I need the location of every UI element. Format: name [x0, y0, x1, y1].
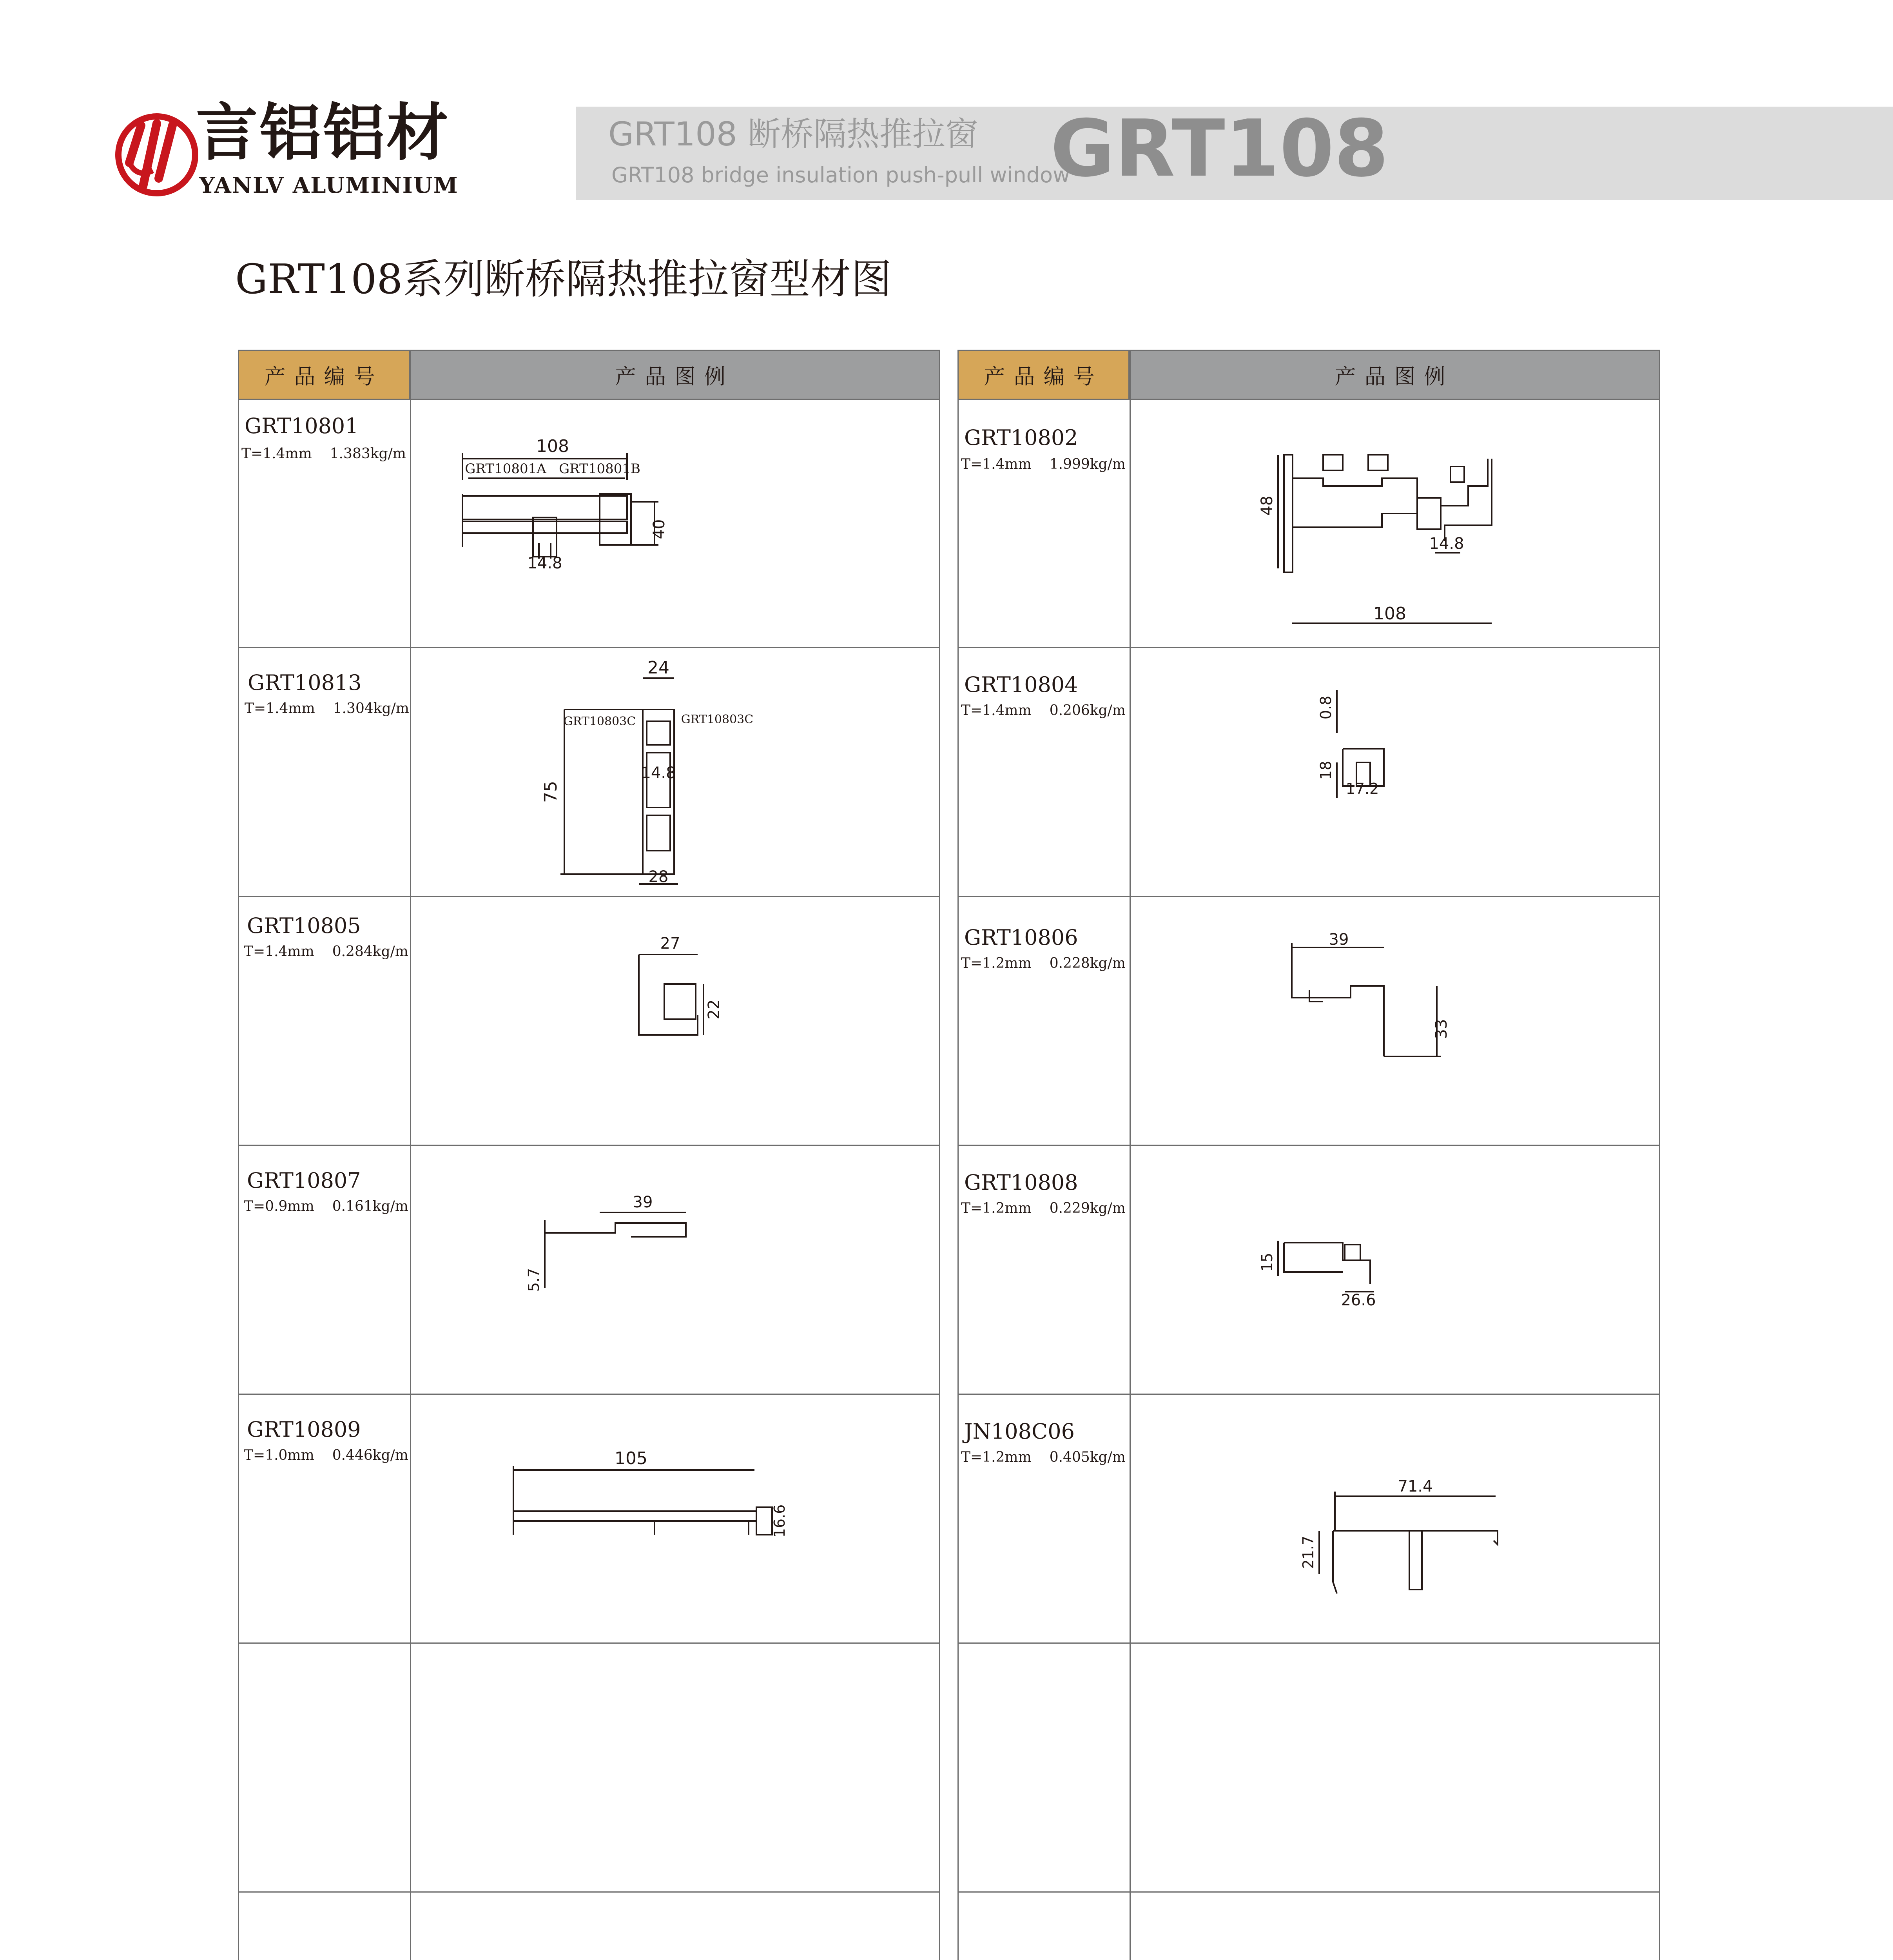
- row-divider: [239, 1145, 939, 1146]
- profile-drawing-jn108c06: [1300, 1476, 1527, 1597]
- sub-part-label: GRT10801B: [559, 461, 640, 477]
- profile-drawing-grt10808: [1258, 1233, 1417, 1327]
- row-divider: [239, 647, 939, 648]
- product-code: GRT10809: [247, 1417, 361, 1442]
- series-code: GRT108: [1050, 103, 1389, 194]
- product-code: JN108C06: [964, 1419, 1075, 1444]
- product-code: GRT10801: [245, 414, 359, 438]
- product-code: GRT10806: [964, 925, 1078, 950]
- sub-part-label: GRT10803C: [681, 713, 754, 726]
- product-code: GRT10808: [964, 1170, 1078, 1195]
- dimension-label: 108: [1373, 604, 1406, 624]
- dimension-label: 40: [650, 519, 668, 539]
- row-divider: [959, 1642, 1659, 1644]
- dimension-label: 5.7: [525, 1268, 542, 1292]
- product-spec: T=1.4mm 0.284kg/m: [244, 944, 408, 960]
- row-divider: [959, 1394, 1659, 1395]
- profile-drawing-grt10806: [1288, 931, 1452, 1056]
- row-divider: [239, 399, 939, 400]
- dimension-label: 17.2: [1345, 780, 1379, 797]
- profile-drawing-grt10805: [631, 937, 733, 1054]
- dimension-label: 14.8: [527, 554, 562, 572]
- dimension-label: 105: [615, 1448, 647, 1468]
- row-divider: [959, 1891, 1659, 1893]
- product-code: GRT10805: [247, 913, 361, 938]
- dimension-label: 22: [705, 999, 723, 1020]
- series-title-en: GRT108 bridge insulation push-pull window: [611, 163, 1070, 187]
- dimension-label: 16.6: [771, 1504, 788, 1538]
- profile-drawing-grt10802: [1233, 439, 1531, 623]
- product-code: GRT10807: [247, 1168, 361, 1193]
- row-divider: [959, 1145, 1659, 1146]
- row-divider: [959, 896, 1659, 897]
- brand-name-en: YANLV ALUMINIUM: [199, 172, 459, 198]
- row-divider: [239, 896, 939, 897]
- dimension-label: 14.8: [641, 764, 676, 782]
- column-divider: [410, 351, 411, 1960]
- product-spec: T=1.4mm 1.304kg/m: [245, 701, 409, 717]
- dimension-label: 0.8: [1317, 695, 1335, 720]
- profile-drawing-grt10809: [513, 1448, 796, 1550]
- product-spec: T=1.2mm 0.229kg/m: [961, 1200, 1126, 1216]
- sub-part-label: GRT10803C: [563, 715, 636, 728]
- dimension-label: 26.6: [1341, 1291, 1376, 1309]
- profile-drawing-grt10801: [465, 429, 670, 633]
- page-title: GRT108系列断桥隔热推拉窗型材图: [235, 255, 892, 303]
- dimension-label: 15: [1258, 1252, 1276, 1272]
- product-code: GRT10804: [964, 672, 1078, 697]
- dimension-label: 39: [633, 1193, 653, 1211]
- sub-part-label: GRT10801A: [465, 461, 546, 477]
- dimension-label: 14.8: [1429, 535, 1464, 553]
- dimension-label: 18: [1317, 760, 1335, 780]
- dimension-label: 33: [1432, 1019, 1451, 1039]
- product-code: GRT10813: [248, 670, 362, 695]
- profile-table-right: [957, 350, 1660, 1960]
- product-spec: T=0.9mm 0.161kg/m: [244, 1198, 408, 1214]
- row-divider: [239, 1891, 939, 1893]
- product-spec: T=1.4mm 1.999kg/m: [961, 456, 1126, 472]
- product-code: GRT10802: [964, 425, 1078, 450]
- dimension-label: 108: [536, 436, 569, 456]
- row-divider: [239, 1642, 939, 1644]
- column-divider: [1130, 351, 1131, 1960]
- product-spec: T=1.4mm 0.206kg/m: [961, 702, 1126, 719]
- row-divider: [959, 399, 1659, 400]
- dimension-label: 21.7: [1300, 1535, 1317, 1569]
- column-header-image: 产品图例: [1130, 351, 1659, 399]
- column-header-code: 产品编号: [239, 351, 410, 399]
- dimension-label: 27: [660, 935, 680, 953]
- profile-drawing-grt10813: [541, 658, 788, 890]
- product-spec: T=1.2mm 0.405kg/m: [961, 1449, 1126, 1465]
- yanlv-logo-icon: [114, 112, 200, 198]
- product-spec: T=1.2mm 0.228kg/m: [961, 955, 1126, 971]
- brand-name-cn: 言铝铝材: [196, 97, 450, 169]
- dimension-label: 39: [1329, 931, 1349, 949]
- row-divider: [959, 647, 1659, 648]
- column-header-code: 产品编号: [959, 351, 1130, 399]
- dimension-label: 28: [648, 868, 669, 886]
- dimension-label: 48: [1258, 495, 1276, 516]
- product-spec: T=1.4mm 1.383kg/m: [241, 446, 406, 462]
- dimension-label: 71.4: [1398, 1477, 1433, 1495]
- product-spec: T=1.0mm 0.446kg/m: [244, 1447, 408, 1463]
- column-header-image: 产品图例: [410, 351, 939, 399]
- profile-drawing-grt10807: [525, 1186, 694, 1303]
- profile-drawing-grt10804: [1317, 672, 1437, 797]
- series-title-cn: GRT108 断桥隔热推拉窗: [608, 115, 978, 153]
- profile-table-left: [238, 350, 940, 1960]
- dimension-label: 24: [647, 658, 669, 678]
- dimension-label: 75: [541, 781, 561, 803]
- row-divider: [239, 1394, 939, 1395]
